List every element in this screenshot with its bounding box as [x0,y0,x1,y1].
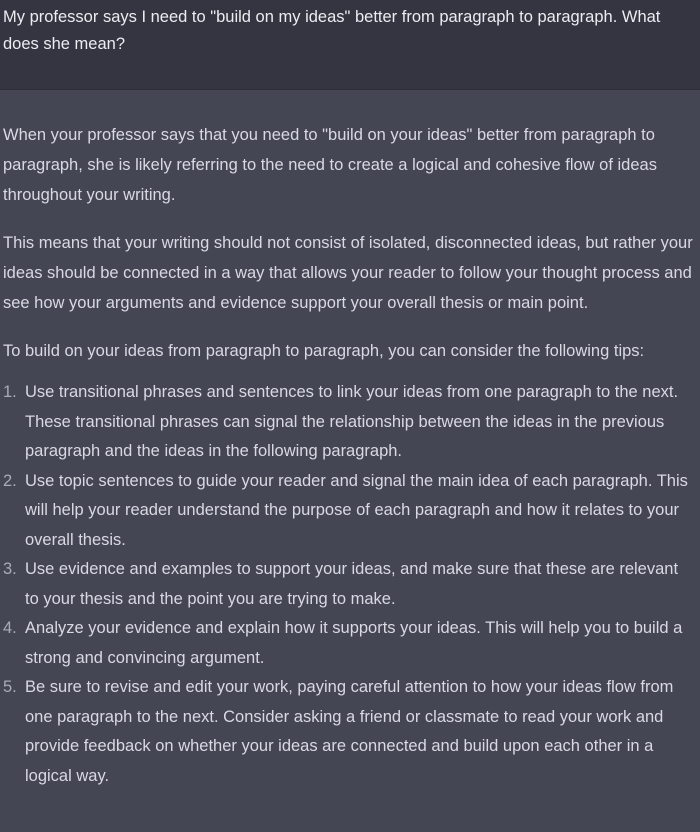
tip-item-5 [3,673,694,791]
assistant-paragraph-3: To build on your ideas from paragraph to paragraph, you can consider the following tips: [3,342,645,360]
tip-text: Use evidence and examples to support your ideas, and make sure that these are relevant to your thesis and the point you are trying to make. [25,560,679,608]
tips-list [3,378,694,791]
user-message-text: My professor says I need to "build on my ideas" better from paragraph to paragraph. What does she mean? [3,8,661,53]
tip-item-1 [3,378,694,467]
tip-number: 3. [3,560,17,578]
assistant-paragraph-2: This means that your writing should not consist of isolated, disconnected ideas, but rather your ideas should be connected in a way that allows your reader to follow your thought process and see how your arguments and evidence support your overall thesis or main point. [3,234,693,312]
assistant-paragraph-1: When your professor says that you need to "build on your ideas" better from paragraph to paragraph, she is likely referring to the need to create a logical and cohesive flow of ideas throughout your writing. [3,126,657,204]
tip-text: Use transitional phrases and sentences to link your ideas from one paragraph to the next. These transitional phrases can signal the relationship between the ideas in the previous paragraph and the ideas in the following paragraph. [25,383,679,460]
tip-text: Use topic sentences to guide your reader and signal the main idea of each paragraph. This will help your reader understand the purpose of each paragraph and how it relates to your overall thesis. [25,471,688,549]
tip-text: Analyze your evidence and explain how it supports your ideas. This will help you to build a strong and convincing argument. [25,619,683,667]
tip-item-2 [3,467,694,556]
tip-text: Be sure to revise and edit your work, paying careful attention to how your ideas flow from one paragraph to the next. Consider asking a friend or classmate to read your work and provide feedback on whether your ideas are connected and build upon each other in a logical way. [25,678,674,785]
tip-item-3 [3,555,694,614]
tip-number: 1. [3,383,17,401]
user-message [0,0,700,90]
tip-number: 2. [3,471,17,490]
assistant-message [0,90,700,791]
tip-number: 4. [3,619,17,637]
tip-item-4 [3,614,694,673]
tip-number: 5. [3,678,17,696]
